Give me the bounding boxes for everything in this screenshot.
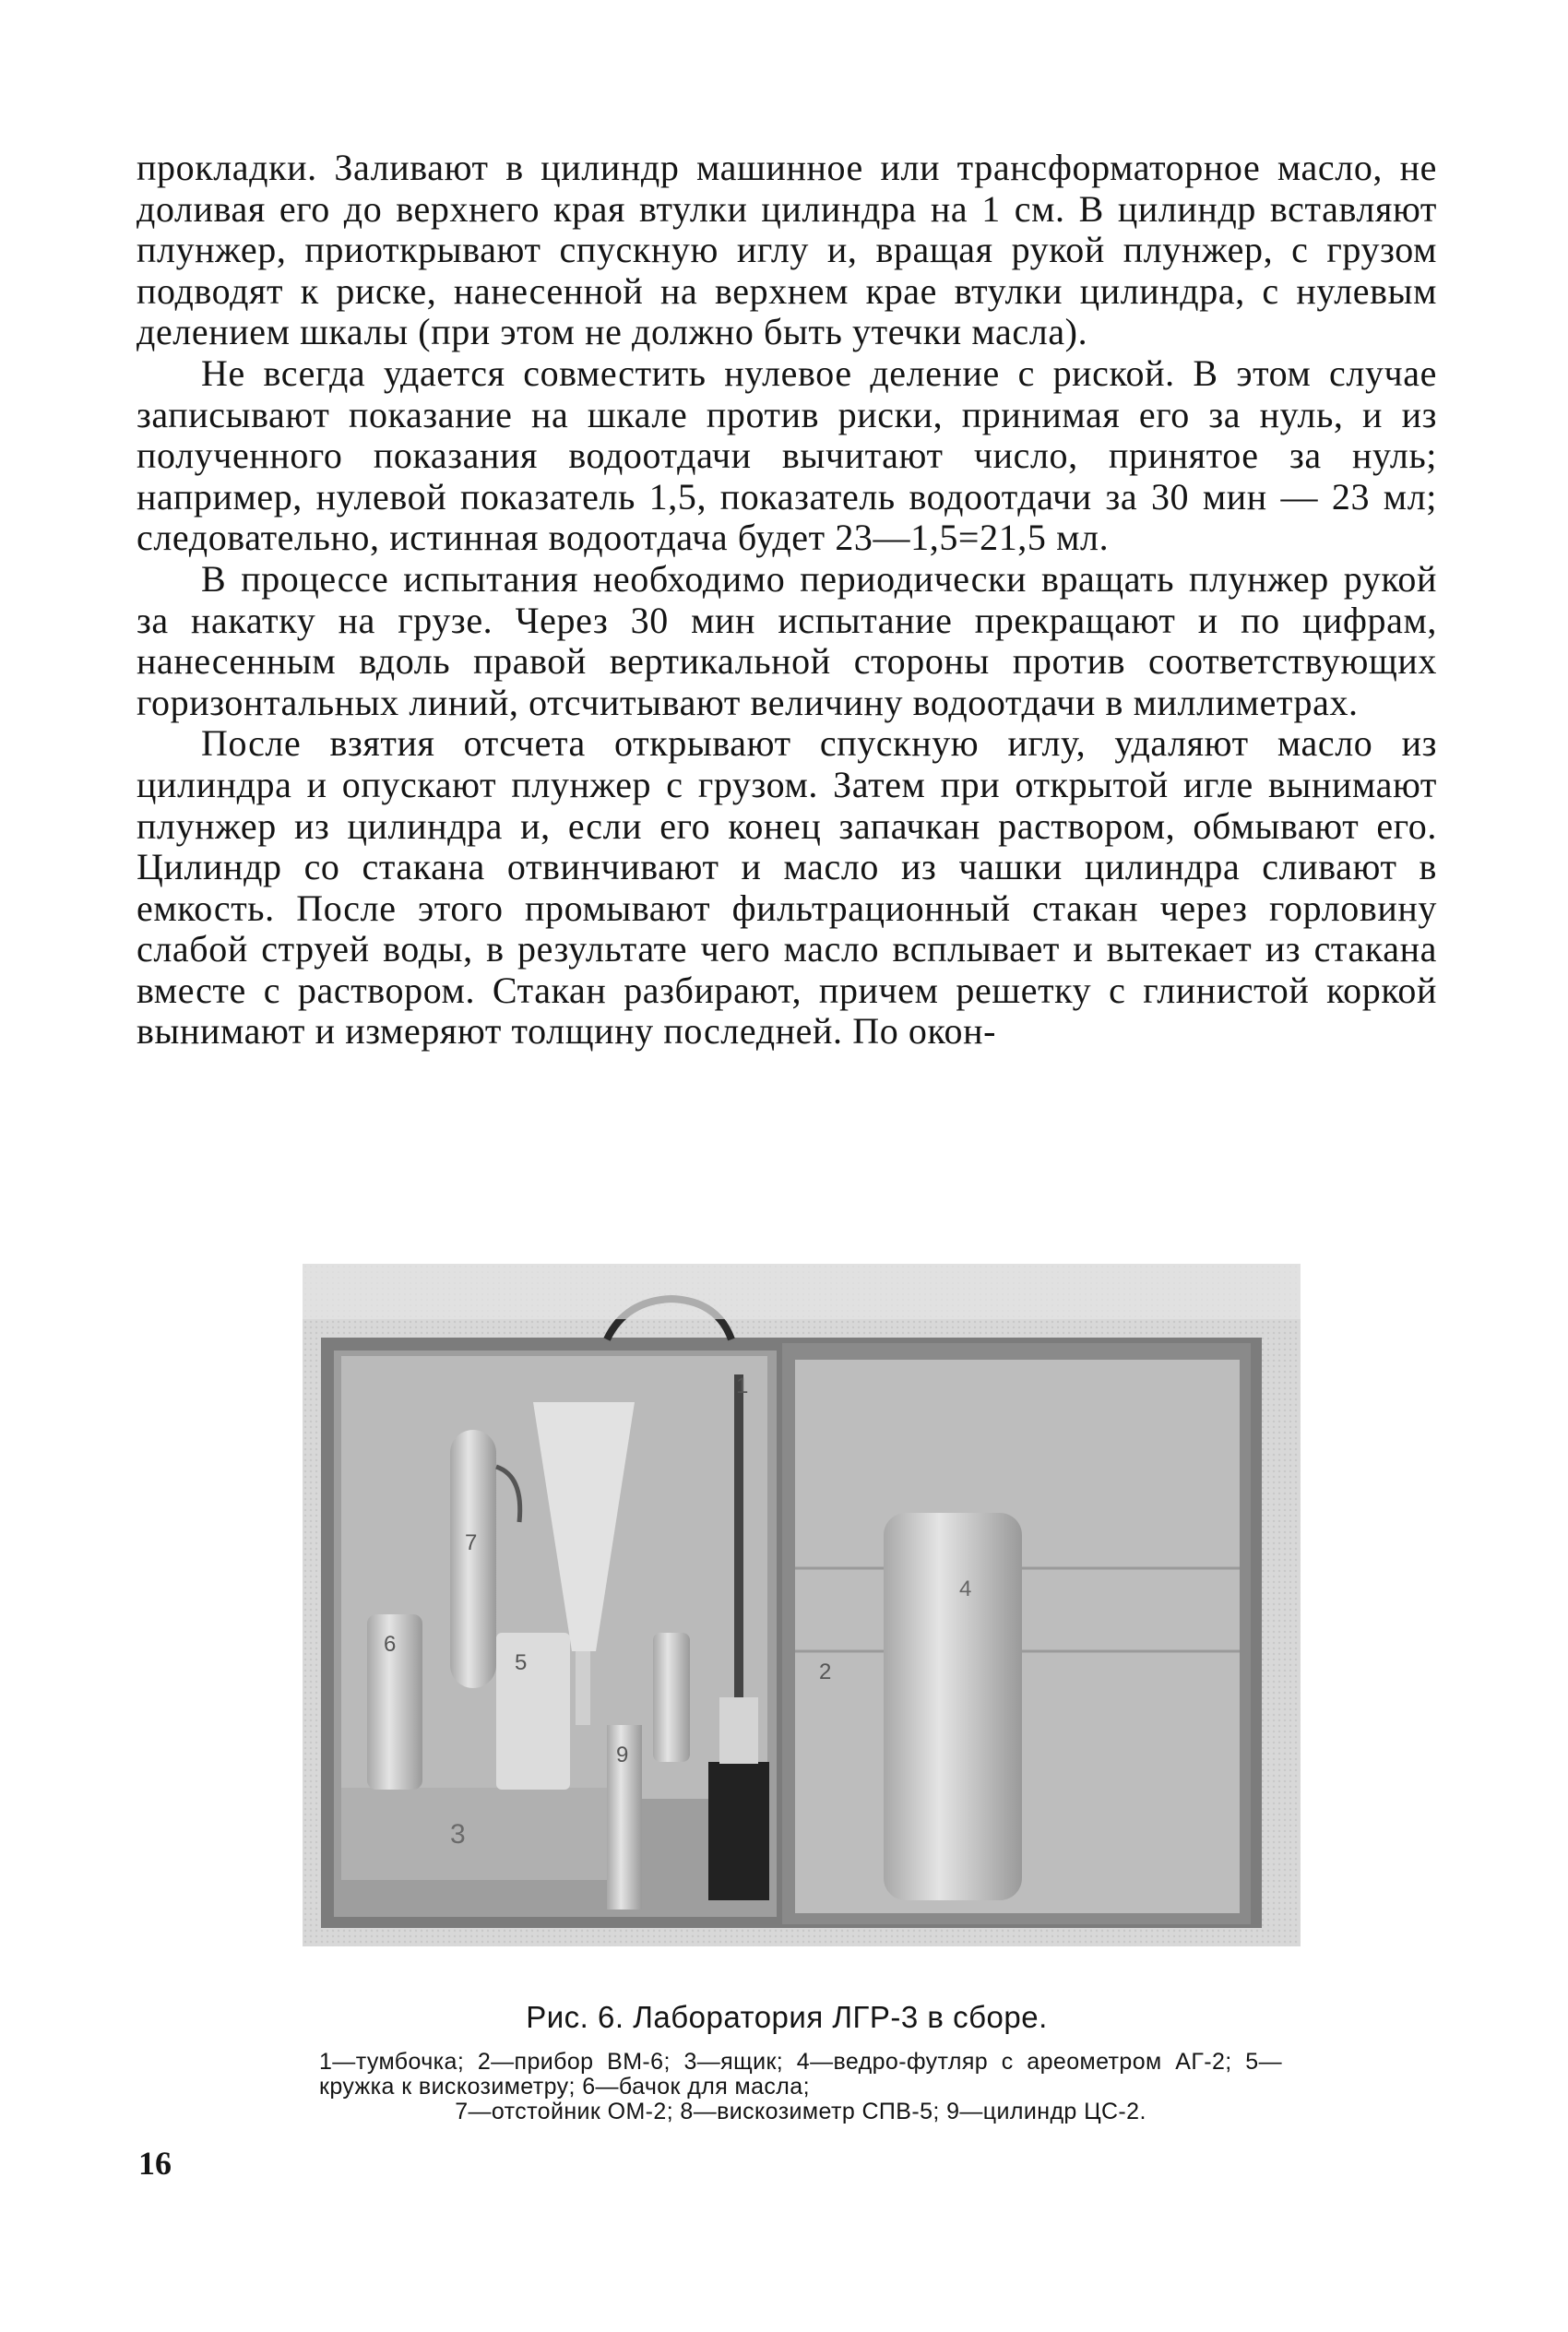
photo-label-6: 6 — [384, 1632, 397, 1657]
photo-label-2: 2 — [819, 1660, 832, 1684]
photo-label-5: 5 — [515, 1650, 528, 1675]
paragraph-2: Не всегда удается совместить нулевое деление с риской. В этом случае записывают показание на шкале против риски, принимая его за нуль, и из полученного показания водоотдачи вычитают число, принятое за нуль; например, нулевой показатель 1,5, показатель водоотдачи за 30 мин — 23 мл; следовательно, истинная водоотдача будет 23—1,5=21,5 мл. — [137, 351, 1437, 559]
figure-photo — [303, 1264, 1301, 1946]
photo-label-3: 3 — [450, 1819, 466, 1850]
lab-kit-photo — [303, 1264, 1301, 1946]
legend-line-1: 1—тумбочка; 2—прибор ВМ-6; 3—ящик; 4—ведро-футляр с ареометром АГ-2; 5—кружка к вискозиметру; 6—бачок для масла; — [319, 2049, 1282, 2100]
photo-label-7: 7 — [465, 1530, 478, 1555]
body-text — [137, 148, 1437, 1053]
paragraph-3: В процессе испытания необходимо периодически вращать плунжер рукой за накатку на грузе. Через 30 мин испытание прекращают и по цифрам, нанесенным вдоль правой вертикальной стороны против соответствующих горизонтальных линий, отсчитывают величину водоотдачи в миллиметрах. — [137, 557, 1437, 723]
legend-line-2: 7—отстойник ОМ-2; 8—вискозиметр СПВ-5; 9—цилиндр ЦС-2. — [455, 2099, 1146, 2124]
photo-label-9: 9 — [616, 1743, 629, 1767]
photo-label-4: 4 — [959, 1576, 972, 1601]
figure-caption: Рис. 6. Лаборатория ЛГР-3 в сборе. — [526, 2000, 1048, 2034]
page-number: 16 — [138, 2145, 172, 2182]
photo-label-1: 1 — [736, 1374, 749, 1398]
figure-legend — [319, 2050, 1282, 2124]
paragraph-4: После взятия отсчета открывают спускную иглу, удаляют масло из цилиндра и опускают плунжер с грузом. Затем при открытой игле вынимают плунжер из цилиндра и, если его конец запачкан раствором, обмывают его. Цилиндр со стакана отвинчивают и масло из чашки цилиндра сливают в емкость. После этого промывают фильтрационный стакан через горловину слабой струей воды, в результате чего масло всплывает и вытекает из стакана вместе с раствором. Стакан разбирают, причем решетку с глинистой коркой вынимают и измеряют толщину последней. По окон- — [137, 722, 1437, 1053]
paragraph-1: прокладки. Заливают в цилиндр машинное или трансформаторное масло, не доливая его до верхнего края втулки цилиндра на 1 см. В цилиндр вставляют плунжер, приоткрывают спускную иглу и, вращая рукой плунжер, с грузом подводят к риске, нанесенной на верхнем крае втулки цилиндра, с нулевым делением шкалы (при этом не должно быть утечки масла). — [137, 147, 1437, 353]
